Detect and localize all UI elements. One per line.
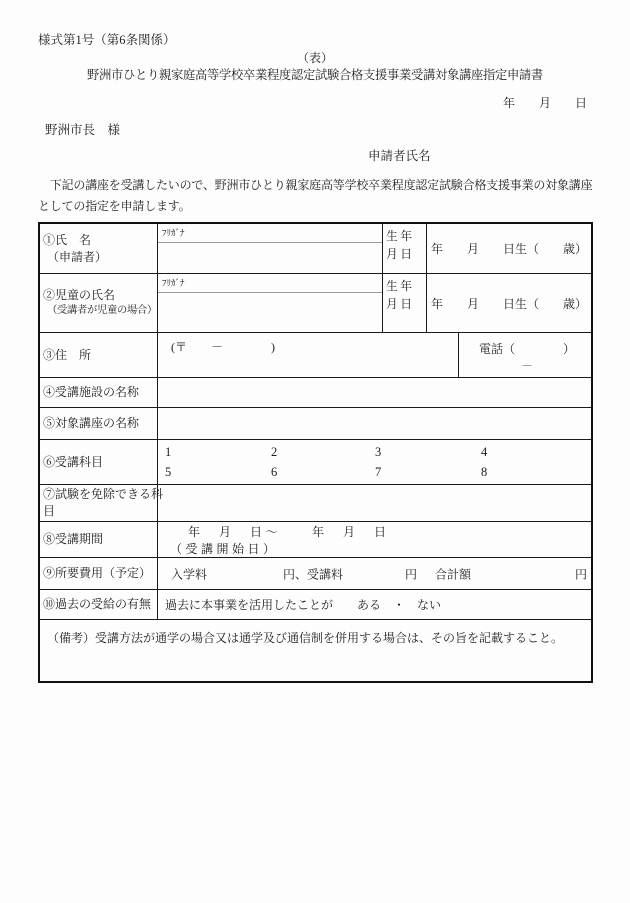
- application-table: [38, 222, 593, 683]
- subject-number-5: 5: [165, 464, 172, 479]
- child-dob-field: 年 月 日生（ 歳）: [426, 274, 591, 332]
- subject-number-7: 7: [375, 464, 382, 479]
- row-course-name: [40, 407, 591, 439]
- applicant-name-row-label: ①氏 名 （申請者）: [43, 232, 108, 264]
- subject-number-8: 8: [481, 464, 488, 479]
- furigana-label: ﾌﾘｶﾞﾅ: [158, 274, 382, 293]
- facility-row-label: ④受講施設の名称: [43, 385, 140, 400]
- row-remarks: [40, 619, 591, 681]
- facility-name-field: [157, 378, 591, 407]
- subject-number-6: 6: [271, 464, 278, 479]
- row-address: [40, 332, 591, 377]
- total-label: 合計額: [435, 567, 472, 581]
- subjects-row-label: ⑥受講科目: [43, 454, 104, 469]
- row-subjects: [40, 439, 591, 484]
- phone-field: 電話（ ） －: [458, 333, 591, 377]
- course-period-field: 年 月 日～ 年 月 日 （受講開始日）: [157, 522, 591, 557]
- exempt-row-label: ⑦試験を免除できる科 目: [43, 487, 164, 518]
- subject-number-3: 3: [375, 444, 382, 459]
- postal-address-field: (〒 － ): [157, 333, 458, 377]
- entrance-fee-label: 入学料: [171, 567, 208, 581]
- costs-field: [157, 558, 591, 589]
- date-blank-line: 年 月 日: [502, 96, 587, 110]
- child-name-row-label: ②児童の氏名 （受講者が児童の場合）: [43, 288, 157, 317]
- row-applicant-name: [40, 224, 591, 273]
- costs-row-label: ⑨所要費用（予定）: [43, 566, 152, 581]
- side-indicator: （表）: [296, 51, 333, 65]
- applicant-name-label: 申請者氏名: [368, 149, 431, 163]
- course-row-label: ⑤対象講座の名称: [43, 416, 140, 431]
- addressee-line: 野洲市長 様: [45, 123, 121, 137]
- row-child-name: [40, 273, 591, 332]
- exempt-subjects-field: [157, 485, 591, 521]
- period-row-label: ⑧受講期間: [43, 532, 104, 547]
- past-benefit-row-label: ⑩過去の受給の有無: [43, 597, 152, 612]
- form-title: 野洲市ひとり親家庭高等学校卒業程度認定試験合格支援事業受講対象講座指定申請書: [87, 68, 543, 82]
- row-past-benefit: [40, 589, 591, 619]
- child-name-field: [157, 274, 382, 332]
- subject-number-4: 4: [481, 444, 488, 459]
- row-exempt-subjects: [40, 484, 591, 521]
- subjects-field: [157, 440, 591, 484]
- subject-number-2: 2: [271, 444, 278, 459]
- course-name-field: [157, 408, 591, 439]
- entrance-fee-unit: 円、受講料: [283, 567, 344, 581]
- past-benefit-field: 過去に本事業を活用したことが ある ・ ない: [157, 590, 591, 619]
- applicant-dob-label: 生年月日: [382, 224, 426, 273]
- furigana-label: ﾌﾘｶﾞﾅ: [158, 224, 382, 243]
- tuition-fee-unit: 円: [405, 567, 418, 581]
- subject-number-1: 1: [165, 444, 172, 459]
- row-estimated-costs: [40, 557, 591, 589]
- total-unit: 円: [575, 567, 588, 581]
- child-dob-label: 生年月日: [382, 274, 426, 332]
- row-facility-name: [40, 377, 591, 407]
- applicant-name-field: [157, 224, 382, 273]
- address-row-label: ③住 所: [43, 347, 92, 362]
- row-course-period: [40, 521, 591, 557]
- form-number: 様式第1号（第6条関係）: [38, 33, 176, 47]
- applicant-dob-field: 年 月 日生（ 歳）: [426, 224, 591, 273]
- remarks-note: （備考）受講方法が通学の場合又は通学及び通信制を併用する場合は、その旨を記載すること。: [47, 631, 564, 645]
- intro-paragraph: 下記の講座を受講したいので、野洲市ひとり親家庭高等学校卒業程度認定試験合格支援事業の対象講座としての指定を申請します。: [38, 178, 593, 213]
